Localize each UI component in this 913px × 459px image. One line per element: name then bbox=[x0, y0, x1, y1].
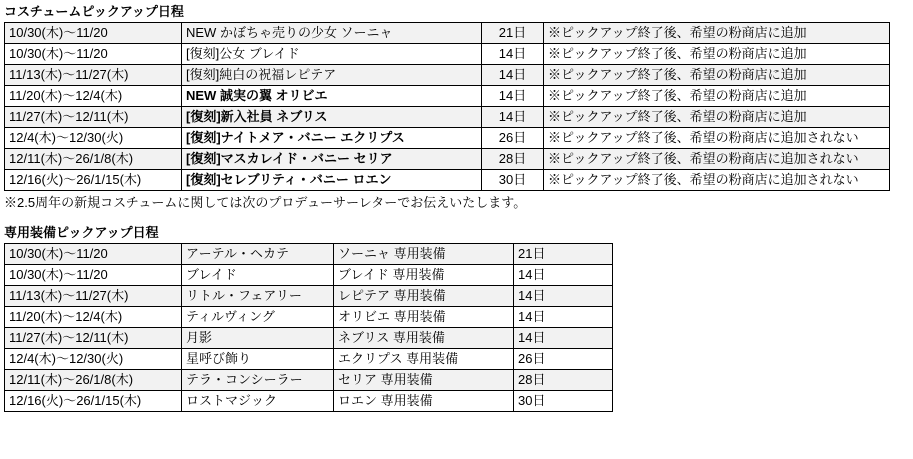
cell-equipment-name: テラ・コンシーラー bbox=[182, 370, 334, 391]
cell-days: 21日 bbox=[514, 244, 613, 265]
cell-days: 14日 bbox=[514, 328, 613, 349]
cell-period: 11/13(木)〜11/27(木) bbox=[5, 286, 182, 307]
section-spacer bbox=[4, 211, 913, 225]
cell-days: 21日 bbox=[482, 23, 544, 44]
table-row bbox=[5, 307, 613, 328]
cell-equipment-owner: エクリプス 専用装備 bbox=[334, 349, 514, 370]
cell-days: 26日 bbox=[482, 128, 544, 149]
table-row bbox=[5, 128, 890, 149]
cell-days: 14日 bbox=[482, 107, 544, 128]
cell-period: 11/27(木)〜12/11(木) bbox=[5, 107, 182, 128]
cell-note: ※ピックアップ終了後、希望の粉商店に追加 bbox=[544, 23, 890, 44]
cell-days: 30日 bbox=[514, 391, 613, 412]
cell-days: 26日 bbox=[514, 349, 613, 370]
costume-footnote: ※2.5周年の新規コスチュームに関しては次のプロデューサーレターでお伝えいたします。 bbox=[4, 195, 527, 210]
table-row bbox=[5, 370, 613, 391]
cell-period: 12/11(木)〜26/1/8(木) bbox=[5, 149, 182, 170]
cell-note: ※ピックアップ終了後、希望の粉商店に追加 bbox=[544, 65, 890, 86]
table-row bbox=[5, 391, 613, 412]
table-row bbox=[5, 328, 613, 349]
cell-period: 11/13(木)〜11/27(木) bbox=[5, 65, 182, 86]
cell-equipment-name: アーテル・ヘカテ bbox=[182, 244, 334, 265]
cell-equipment-owner: ブレイド 専用装備 bbox=[334, 265, 514, 286]
cell-note: ※ピックアップ終了後、希望の粉商店に追加されない bbox=[544, 128, 890, 149]
cell-equipment-name: 月影 bbox=[182, 328, 334, 349]
cell-note: ※ピックアップ終了後、希望の粉商店に追加 bbox=[544, 86, 890, 107]
table-row bbox=[5, 23, 890, 44]
cell-costume-name: [復刻]公女 ブレイド bbox=[182, 44, 482, 65]
equipment-pickup-table bbox=[4, 243, 613, 412]
cell-period: 12/16(火)〜26/1/15(木) bbox=[5, 391, 182, 412]
cell-period: 12/11(木)〜26/1/8(木) bbox=[5, 370, 182, 391]
cell-costume-name: [復刻]マスカレイド・バニー セリア bbox=[182, 149, 482, 170]
cell-equipment-owner: ネブリス 専用装備 bbox=[334, 328, 514, 349]
cell-equipment-name: 星呼び飾り bbox=[182, 349, 334, 370]
equipment-section-title: 専用装備ピックアップ日程 bbox=[4, 225, 159, 240]
cell-note: ※ピックアップ終了後、希望の粉商店に追加 bbox=[544, 107, 890, 128]
cell-period: 10/30(木)〜11/20 bbox=[5, 244, 182, 265]
cell-note: ※ピックアップ終了後、希望の粉商店に追加されない bbox=[544, 149, 890, 170]
cell-equipment-name: ロストマジック bbox=[182, 391, 334, 412]
cell-days: 14日 bbox=[514, 307, 613, 328]
cell-costume-name: NEW かぼちゃ売りの少女 ソーニャ bbox=[182, 23, 482, 44]
table-row bbox=[5, 349, 613, 370]
cell-days: 14日 bbox=[482, 65, 544, 86]
cell-equipment-owner: ソーニャ 専用装備 bbox=[334, 244, 514, 265]
cell-note: ※ピックアップ終了後、希望の粉商店に追加 bbox=[544, 44, 890, 65]
cell-equipment-name: ティルヴィング bbox=[182, 307, 334, 328]
cell-period: 11/20(木)〜12/4(木) bbox=[5, 307, 182, 328]
table-row bbox=[5, 286, 613, 307]
cell-equipment-name: ブレイド bbox=[182, 265, 334, 286]
cell-period: 10/30(木)〜11/20 bbox=[5, 44, 182, 65]
table-row bbox=[5, 265, 613, 286]
cell-days: 28日 bbox=[482, 149, 544, 170]
cell-equipment-owner: オリビエ 専用装備 bbox=[334, 307, 514, 328]
cell-costume-name: NEW 誠実の翼 オリビエ bbox=[182, 86, 482, 107]
cell-costume-name: [復刻]純白の祝福レピテア bbox=[182, 65, 482, 86]
cell-days: 14日 bbox=[482, 44, 544, 65]
cell-period: 11/20(木)〜12/4(木) bbox=[5, 86, 182, 107]
table-row bbox=[5, 86, 890, 107]
cell-equipment-name: リトル・フェアリー bbox=[182, 286, 334, 307]
table-row bbox=[5, 107, 890, 128]
cell-note: ※ピックアップ終了後、希望の粉商店に追加されない bbox=[544, 170, 890, 191]
table-row bbox=[5, 149, 890, 170]
cell-equipment-owner: レピテア 専用装備 bbox=[334, 286, 514, 307]
cell-equipment-owner: セリア 専用装備 bbox=[334, 370, 514, 391]
costume-pickup-table bbox=[4, 22, 890, 191]
cell-costume-name: [復刻]ナイトメア・バニー エクリプス bbox=[182, 128, 482, 149]
cell-days: 28日 bbox=[514, 370, 613, 391]
cell-period: 11/27(木)〜12/11(木) bbox=[5, 328, 182, 349]
cell-equipment-owner: ロエン 専用装備 bbox=[334, 391, 514, 412]
cell-days: 14日 bbox=[514, 286, 613, 307]
cell-period: 12/16(火)〜26/1/15(木) bbox=[5, 170, 182, 191]
table-row bbox=[5, 44, 890, 65]
cell-costume-name: [復刻]セレブリティ・バニー ロエン bbox=[182, 170, 482, 191]
cell-costume-name: [復刻]新入社員 ネブリス bbox=[182, 107, 482, 128]
costume-section-title: コスチュームピックアップ日程 bbox=[4, 4, 184, 19]
cell-days: 30日 bbox=[482, 170, 544, 191]
table-row bbox=[5, 244, 613, 265]
cell-days: 14日 bbox=[514, 265, 613, 286]
cell-period: 10/30(木)〜11/20 bbox=[5, 23, 182, 44]
cell-period: 12/4(木)〜12/30(火) bbox=[5, 349, 182, 370]
cell-period: 12/4(木)〜12/30(火) bbox=[5, 128, 182, 149]
table-row bbox=[5, 170, 890, 191]
cell-period: 10/30(木)〜11/20 bbox=[5, 265, 182, 286]
cell-days: 14日 bbox=[482, 86, 544, 107]
table-row bbox=[5, 65, 890, 86]
